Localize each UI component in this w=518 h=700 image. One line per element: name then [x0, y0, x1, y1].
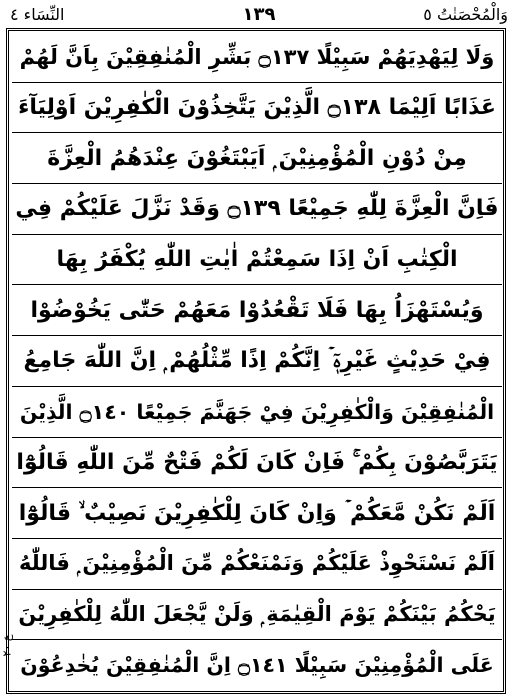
verse-line: [12, 488, 502, 539]
verse-line-text: الْكِتٰبِ اَنْ اِذَا سَمِعْتُمْ اٰيٰتِ اللّٰهِ يُكْفَرُ بِهَا: [56, 247, 458, 273]
verse-line: [12, 235, 502, 286]
verse-line: [12, 438, 502, 489]
verse-line-text: فِيْ حَدِيْثٍ غَيْرِهٖٓ ۡ اِنَّكُمْ اِذًا مِّثْلُهُمْ ۭ اِنَّ اللّٰهَ جَامِعُ: [23, 348, 491, 374]
verse-line-text: يَتَرَبَّصُوْنَ بِكُمْ ۚ فَاِنْ كَانَ لَكُمْ فَتْحٌ مِّنَ اللّٰهِ قَالُوْٓا: [16, 449, 498, 475]
verse-line-text: عَذَابًا اَلِيْمَا ۝١٣٨ الَّذِيْنَ يَتَّخِذُوْنَ الْكٰفِرِيْنَ اَوْلِيَآءَ: [18, 95, 496, 121]
verse-lines: [12, 32, 502, 690]
verse-line-text: فَاِنَّ الْعِزَّةَ لِلّٰهِ جَمِيْعًا ۝١٣٩ وَقَدْ نَزَّلَ عَلَيْكُمْ فِي: [15, 196, 499, 222]
verse-line-text: وَيُسْتَهْزَاُ بِهَا فَلَا تَقْعُدُوْا مَعَهُمْ حَتّٰى يَخُوْضُوْا: [30, 297, 484, 323]
ruku-marker-text: ع ٢٠: [0, 634, 14, 656]
verse-line-text: مِنْ دُوْنِ الْمُؤْمِنِيْنَ ۭ اَيَبْتَغُوْنَ عِنْدَهُمُ الْعِزَّةَ: [47, 145, 467, 171]
verse-line: [12, 83, 502, 134]
verse-line: [12, 590, 502, 641]
verse-line: [12, 32, 502, 83]
verse-line: [12, 184, 502, 235]
juz-name-label: وَالْمُحْصَنٰتُ ٥: [423, 4, 508, 24]
verse-line: [12, 285, 502, 336]
verse-line-text: يَحْكُمُ بَيْنَكُمْ يَوْمَ الْقِيٰمَةِ ۭ وَلَنْ يَّجْعَلَ اللّٰهُ لِلْكٰفِرِيْنَ: [18, 601, 496, 626]
verse-line-text: الْمُنٰفِقِيْنَ وَالْكٰفِرِيْنَ فِيْ جَهَنَّمَ جَمِيْعًا ۝١٤٠ الَّذِيْنَ: [19, 399, 495, 424]
page-number: ١٣٩: [242, 3, 276, 25]
verse-line: [12, 336, 502, 387]
verse-line: [12, 387, 502, 438]
verse-line: [12, 539, 502, 590]
verse-line-text: اَلَمْ نَسْتَحْوِذْ عَلَيْكُمْ وَنَمْنَعْكُمْ مِّنَ الْمُؤْمِنِيْنَ ۭ فَاللّٰهُ: [19, 551, 495, 576]
page-header: [10, 0, 508, 28]
ruku-marker: [0, 600, 14, 690]
verse-line-text: اَلَمْ نَكُنْ مَّعَكُمْ ۡ وَاِنْ كَانَ لِلْكٰفِرِيْنَ نَصِيْبٌ ۙ قَالُوْٓا: [18, 500, 496, 526]
verse-line: [12, 133, 502, 184]
verse-line-text: وَلَا لِيَهْدِيَهُمْ سَبِيْلًا ۝١٣٧ بَشِّرِ الْمُنٰفِقِيْنَ بِاَنَّ لَهُمْ: [19, 44, 495, 69]
verse-line: [12, 640, 502, 690]
verse-line-text: عَلَى الْمُؤْمِنِيْنَ سَبِيْلًا ۝١٤١ اِنَّ الْمُنٰفِقِيْنَ يُخٰدِعُوْنَ: [20, 653, 494, 678]
surah-name-label: النِّسَاء ٤: [10, 4, 65, 24]
